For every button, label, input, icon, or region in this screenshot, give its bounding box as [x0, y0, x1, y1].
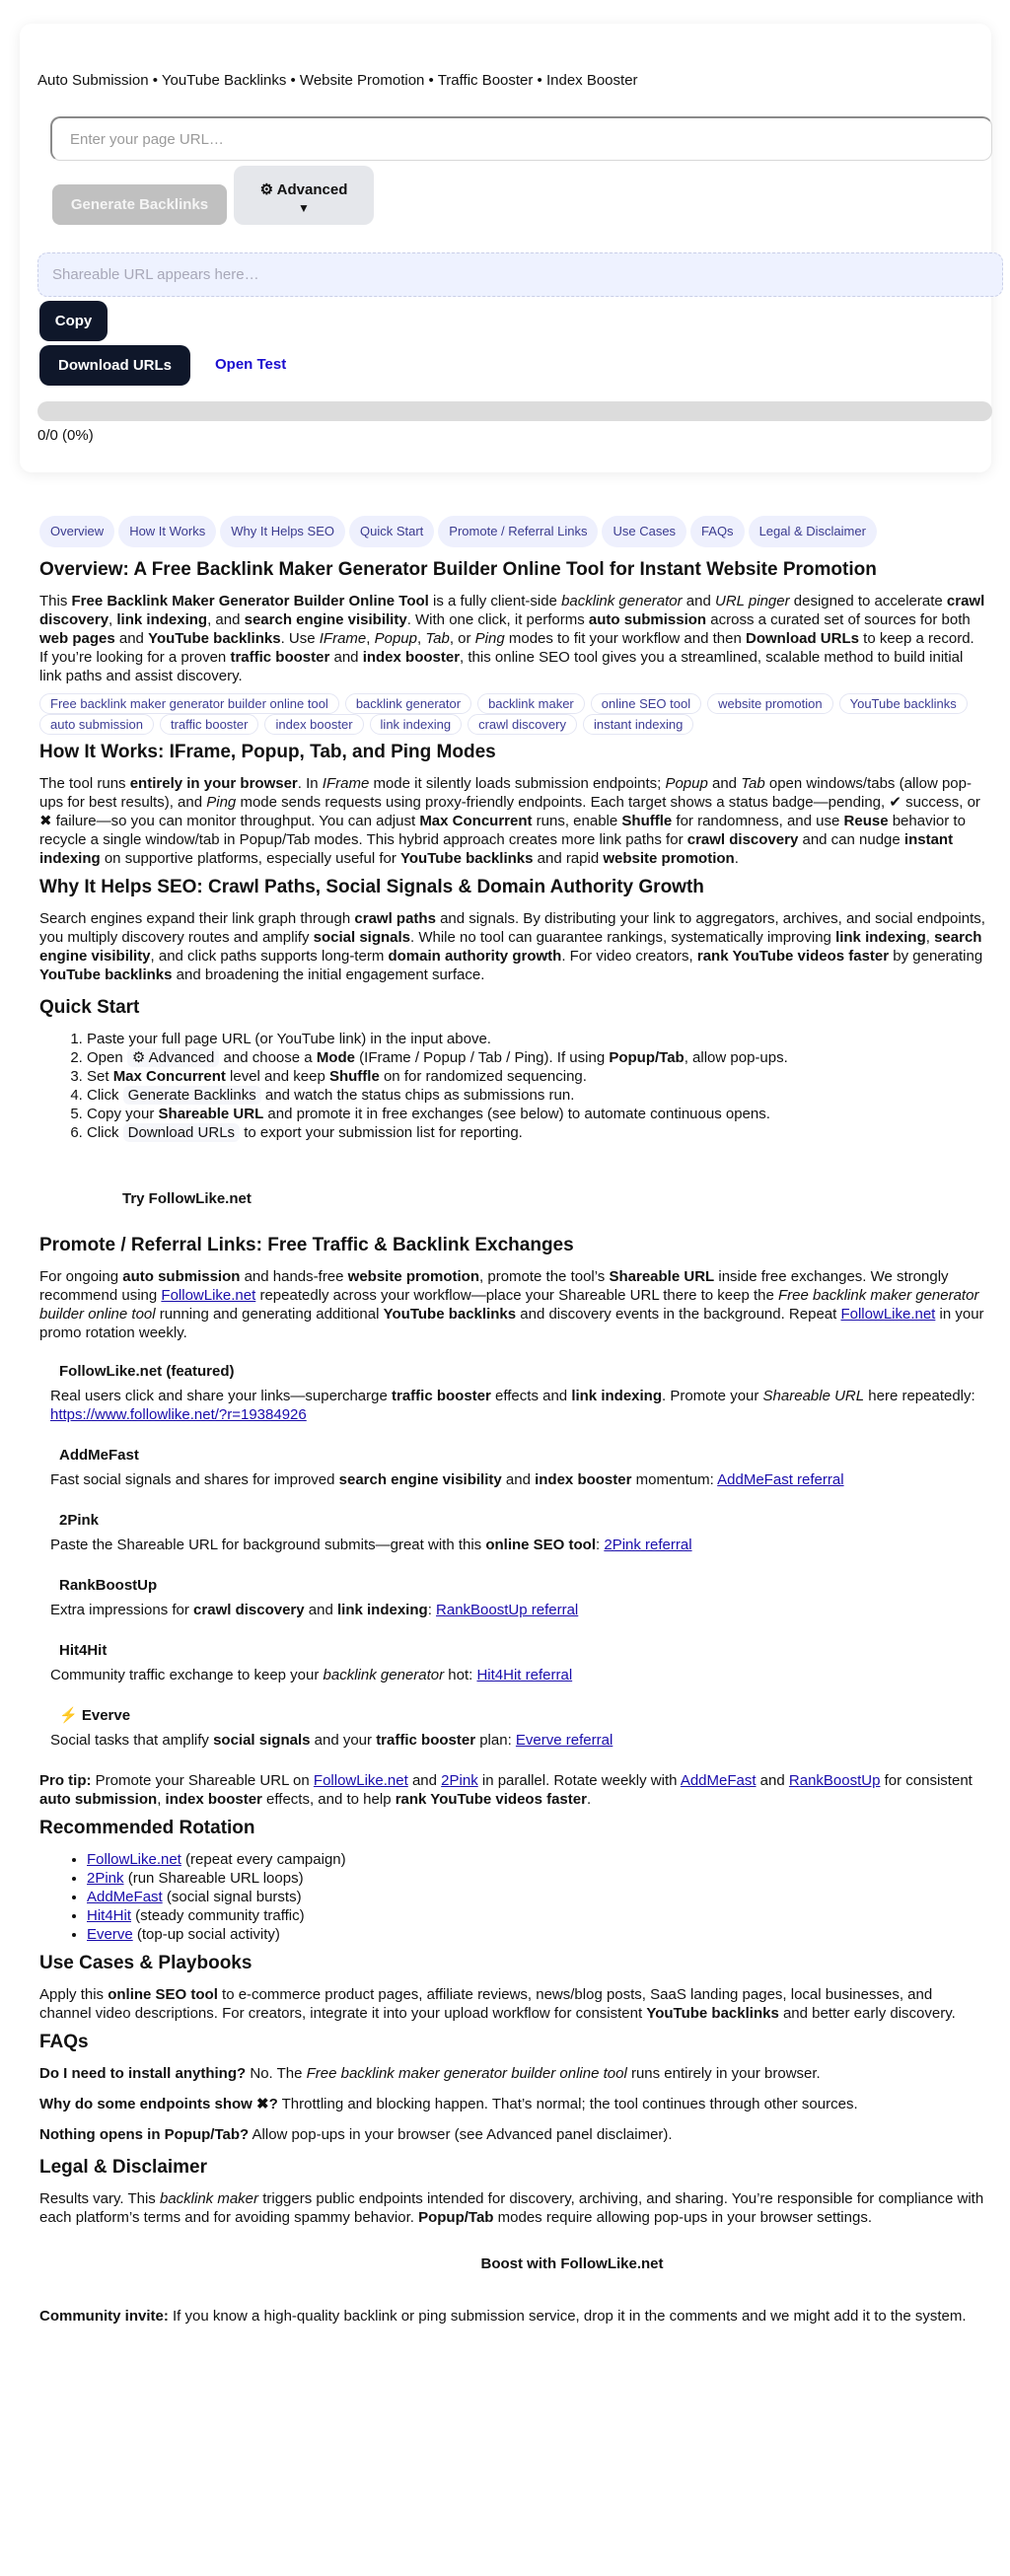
- referral-card: [50, 1446, 986, 1489]
- bold-text: Popup/Tab: [418, 2209, 494, 2226]
- referral-description: Paste the Shareable URL for background submits—great with this online SEO tool: 2Pink referral: [50, 1537, 692, 1553]
- legal-section: [39, 2156, 986, 2227]
- bold-text: Reuse: [843, 813, 889, 829]
- bold-text: Pro tip:: [39, 1772, 92, 1789]
- article-content: [39, 552, 986, 2333]
- bold-text: social signals: [213, 1732, 311, 1749]
- bold-text: crawl discovery: [39, 593, 985, 628]
- faq-list: [39, 2064, 986, 2144]
- referral-title: FollowLike.net (featured): [59, 1363, 235, 1380]
- faqs-section: [39, 2031, 986, 2144]
- italic-text: URL pinger: [715, 593, 790, 609]
- referral-title: AddMeFast: [59, 1447, 139, 1464]
- referral-link[interactable]: FollowLike.net: [313, 1772, 408, 1789]
- promote-paragraph: For ongoing auto submission and hands-free website promotion, promote the tool’s Shareable URL inside free exchanges. We strongly recommend using FollowLike.net repeatedly across your workflow—place your Shareable URL there to keep the Free backlink maker generator builder online tool running and generating additional YouTube backlinks and discovery events in the background. Repeat FollowLike.net in your promo rotation weekly.: [39, 1268, 984, 1341]
- bold-text: Shuffle: [328, 1068, 380, 1085]
- bold-text: auto submission: [122, 1268, 241, 1285]
- keyword-chip: link indexing: [370, 714, 463, 735]
- inline-button-ref: Download URLs: [123, 1123, 240, 1142]
- referral-description: Community traffic exchange to keep your backlink generator hot: Hit4Hit referral: [50, 1667, 573, 1683]
- legal-heading: Legal & Disclaimer: [39, 2157, 208, 2178]
- quick-start-step: 6. Click Download URLs to export your submission list for reporting.: [87, 1123, 986, 1142]
- bold-text: link indexing: [571, 1388, 662, 1404]
- referral-description: Real users click and share your links—supercharge traffic booster effects and link indexing. Promote your Shareable URL here repeatedly: https://www.followlike.net/?r=19384926: [50, 1388, 975, 1423]
- bold-text: rank YouTube videos faster: [696, 948, 890, 965]
- italic-text: Popup: [374, 630, 417, 647]
- rotation-list: [39, 1850, 986, 1944]
- referral-card: [50, 1576, 986, 1619]
- italic-text: Ping: [206, 794, 237, 811]
- referral-link[interactable]: FollowLike.net: [161, 1287, 256, 1304]
- bold-text: Shuffle: [621, 813, 673, 829]
- overview-heading: Overview: A Free Backlink Maker Generator Builder Online Tool for Instant Website Promotion: [39, 559, 877, 580]
- nav-pill-quick-start[interactable]: Quick Start: [349, 516, 434, 547]
- bold-text: traffic booster: [230, 649, 330, 666]
- bold-text: rank YouTube videos faster: [395, 1791, 587, 1808]
- referral-description: Social tasks that amplify social signals and your traffic booster plan: Everve referral: [50, 1732, 613, 1749]
- keyword-chip: instant indexing: [583, 714, 693, 735]
- bold-text: crawl paths: [354, 910, 436, 927]
- referral-card: [50, 1706, 986, 1750]
- bold-text: online SEO tool: [108, 1986, 218, 2003]
- promote-section: [39, 1234, 986, 1809]
- bold-text: Max Concurrent: [112, 1068, 226, 1085]
- advanced-label: ⚙ Advanced: [259, 180, 348, 198]
- bold-text: Shareable URL: [609, 1268, 715, 1285]
- quick-start-step: 5. Copy your Shareable URL and promote it in free exchanges (see below) to automate continuous opens.: [87, 1105, 986, 1123]
- promote-heading: Promote / Referral Links: Free Traffic & Backlink Exchanges: [39, 1235, 574, 1255]
- bold-text: search engine visibility: [244, 611, 407, 628]
- copy-button[interactable]: Copy: [39, 301, 108, 341]
- bold-text: link indexing: [337, 1602, 428, 1618]
- keyword-chips: [39, 693, 986, 735]
- referral-link[interactable]: RankBoostUp referral: [436, 1602, 579, 1618]
- keyword-chip: Free backlink maker generator builder online tool: [39, 693, 339, 714]
- referral-link[interactable]: AddMeFast: [87, 1889, 163, 1905]
- quick-start-heading: Quick Start: [39, 997, 140, 1018]
- italic-text: backlink maker: [159, 2190, 259, 2207]
- bold-text: instant indexing: [39, 831, 954, 867]
- referral-link[interactable]: FollowLike.net: [87, 1851, 181, 1868]
- how-it-works-section: [39, 741, 986, 868]
- rotation-item: • Hit4Hit (steady community traffic): [87, 1906, 986, 1925]
- bold-text: Shareable URL: [158, 1106, 264, 1122]
- nav-pill-legal-disclaimer[interactable]: Legal & Disclaimer: [749, 516, 877, 547]
- quick-start-step: 1. Paste your full page URL (or YouTube link) in the input above.: [87, 1030, 986, 1048]
- keyword-chip: backlink maker: [477, 693, 585, 714]
- referral-description: Extra impressions for crawl discovery and link indexing: RankBoostUp referral: [50, 1602, 579, 1618]
- italic-text: backlink generator: [561, 593, 683, 609]
- referral-link[interactable]: AddMeFast referral: [717, 1471, 844, 1488]
- bold-text: social signals: [313, 929, 411, 946]
- italic-text: Tab: [425, 630, 450, 647]
- bold-text: website promotion: [347, 1268, 480, 1285]
- keyword-chip: online SEO tool: [591, 693, 701, 714]
- bold-text: online SEO tool: [485, 1537, 597, 1553]
- bold-text: Download URLs: [745, 630, 859, 647]
- bold-text: Community invite:: [39, 2308, 169, 2325]
- tagline: Auto Submission • YouTube Backlinks • Website Promotion • Traffic Booster • Index Booster: [37, 72, 638, 89]
- progress-bar: [37, 401, 992, 421]
- italic-text: Tab: [741, 775, 765, 792]
- italic-text: Popup: [665, 775, 708, 792]
- bold-text: auto submission: [588, 611, 707, 628]
- rotation-item: • 2Pink (run Shareable URL loops): [87, 1869, 986, 1888]
- faq-item: Do I need to install anything? No. The Free backlink maker generator builder online tool runs entirely in your browser.: [39, 2065, 821, 2082]
- bold-text: YouTube backlinks: [39, 966, 173, 983]
- bold-text: crawl discovery: [193, 1602, 305, 1618]
- bold-text: Free Backlink Maker Generator Builder Online Tool: [71, 593, 429, 609]
- quick-start-step: 3. Set Max Concurrent level and keep Shuffle on for randomized sequencing.: [87, 1067, 986, 1086]
- referral-link[interactable]: Hit4Hit referral: [476, 1667, 573, 1683]
- rotation-item: • FollowLike.net (repeat every campaign): [87, 1850, 986, 1869]
- bold-text: Nothing opens in Popup/Tab?: [39, 2126, 250, 2143]
- bold-text: link indexing: [116, 611, 208, 628]
- bold-text: entirely in your browser: [129, 775, 298, 792]
- bold-text: domain authority growth: [388, 948, 562, 965]
- legal-paragraph: Results vary. This backlink maker triggers public endpoints intended for discovery, archiving, and sharing. You’re responsible for compliance with each platform’s terms and for avoiding spammy behavior. Popup/Tab modes require allowing pop-ups in your browser settings.: [39, 2190, 984, 2226]
- bold-text: YouTube backlinks: [646, 2005, 779, 2022]
- keyword-chip: YouTube backlinks: [839, 693, 968, 714]
- how-heading: How It Works: IFrame, Popup, Tab, and Ping Modes: [39, 742, 496, 762]
- keyword-chip: auto submission: [39, 714, 154, 735]
- advanced-toggle-button[interactable]: [234, 166, 374, 225]
- referral-title: ⚡ Everve: [59, 1707, 131, 1724]
- italic-text: backlink generator: [323, 1667, 445, 1683]
- rotation-item: • AddMeFast (social signal bursts): [87, 1888, 986, 1906]
- referral-link[interactable]: AddMeFast: [680, 1772, 757, 1789]
- try-followlike-button[interactable]: Try FollowLike.net: [122, 1190, 252, 1207]
- referral-link[interactable]: 2Pink: [87, 1870, 124, 1887]
- download-urls-button[interactable]: Download URLs: [39, 345, 190, 386]
- inline-button-ref: ⚙ Advanced: [127, 1048, 220, 1067]
- faq-item: Nothing opens in Popup/Tab? Allow pop-ups in your browser (see Advanced panel disclaimer).: [39, 2126, 673, 2143]
- referral-link[interactable]: RankBoostUp: [788, 1772, 881, 1789]
- bold-text: auto submission: [39, 1791, 158, 1808]
- keyword-chip: backlink generator: [345, 693, 471, 714]
- quick-start-step: 4. Click Generate Backlinks and watch the status chips as submissions run.: [87, 1086, 986, 1105]
- bold-text: Max Concurrent: [419, 813, 533, 829]
- generate-backlinks-button[interactable]: Generate Backlinks: [52, 184, 227, 225]
- referral-card: [50, 1641, 986, 1684]
- keyword-chip: website promotion: [707, 693, 833, 714]
- community-invite: Community invite: If you know a high-quality backlink or ping submission service, drop it in the comments and we might add it to the system.: [39, 2308, 967, 2325]
- quick-start-step: 2. Open ⚙ Advanced and choose a Mode (IFrame / Popup / Tab / Ping). If using Popup/Tab, allow pop-ups.: [87, 1048, 986, 1067]
- rotation-section: [39, 1817, 986, 1944]
- page-url-input[interactable]: [50, 116, 992, 161]
- referral-card: [50, 1511, 986, 1554]
- why-heading: Why It Helps SEO: Crawl Paths, Social Signals & Domain Authority Growth: [39, 877, 704, 897]
- italic-text: Free backlink maker generator builder online tool: [39, 1287, 979, 1323]
- bold-text: YouTube backlinks: [400, 850, 534, 867]
- keyword-chip: crawl discovery: [468, 714, 577, 735]
- bold-text: search engine visibility: [39, 929, 982, 965]
- progress-text: 0/0 (0%): [37, 427, 94, 444]
- pro-tip: Pro tip: Promote your Shareable URL on FollowLike.net and 2Pink in parallel. Rotate weekly with AddMeFast and RankBoostUp for consistent auto submission, index booster effects, and to help rank YouTube videos faster.: [39, 1772, 973, 1808]
- referral-card: [50, 1362, 986, 1424]
- overview-paragraph: This Free Backlink Maker Generator Builder Online Tool is a fully client-side backlink generator and URL pinger designed to accelerate crawl discovery, link indexing, and search engine visibility. With one click, it performs auto submission across a curated set of sources for both web pages and YouTube backlinks. Use IFrame, Popup, Tab, or Ping modes to fit your workflow and then Download URLs to keep a record. If you’re looking for a proven traffic booster and index booster, this online SEO tool gives you a streamlined, scalable method to build initial link paths and assist discovery.: [39, 593, 985, 684]
- referral-title: RankBoostUp: [59, 1577, 158, 1594]
- nav-pill-how-it-works[interactable]: How It Works: [118, 516, 216, 547]
- bold-text: Why do some endpoints show ✖?: [39, 2096, 278, 2112]
- referral-link[interactable]: Everve referral: [515, 1732, 613, 1749]
- referral-link[interactable]: Hit4Hit: [87, 1907, 132, 1924]
- bold-text: YouTube backlinks: [383, 1306, 517, 1323]
- keyword-chip: traffic booster: [160, 714, 259, 735]
- nav-pill-faqs[interactable]: FAQs: [690, 516, 745, 547]
- bold-text: search engine visibility: [338, 1471, 502, 1488]
- referral-link[interactable]: https://www.followlike.net/?r=19384926: [50, 1406, 307, 1423]
- rotation-item: • Everve (top-up social activity): [87, 1925, 986, 1944]
- faq-item: Why do some endpoints show ✖? Throttling and blocking happen. That’s normal; the tool continues through other sources.: [39, 2096, 858, 2112]
- quick-start-steps: [39, 1030, 986, 1142]
- referral-description: Fast social signals and shares for improved search engine visibility and index booster momentum: AddMeFast referral: [50, 1471, 844, 1488]
- bold-text: traffic booster: [376, 1732, 476, 1749]
- quick-start-section: [39, 996, 986, 1142]
- referral-link[interactable]: 2Pink referral: [604, 1537, 692, 1553]
- section-nav: [39, 516, 877, 547]
- bold-text: link indexing: [835, 929, 926, 946]
- italic-text: IFrame: [319, 630, 367, 647]
- bold-text: website promotion: [603, 850, 735, 867]
- nav-pill-overview[interactable]: Overview: [39, 516, 114, 547]
- overview-section: [39, 558, 986, 735]
- bold-text: Popup/Tab: [609, 1049, 685, 1066]
- why-paragraph: Search engines expand their link graph through crawl paths and signals. By distributing your link to aggregators, archives, and social endpoints, you multiply discovery routes and amplify social signals. While no tool can guarantee rankings, systematically improving link indexing, search engine visibility, and click paths supports long-term domain authority growth. For video creators, rank YouTube videos faster by generating YouTube backlinks and broadening the initial engagement surface.: [39, 910, 985, 983]
- keyword-chip: index booster: [264, 714, 363, 735]
- shareable-url-field[interactable]: [37, 252, 1003, 297]
- referral-title: 2Pink: [59, 1512, 100, 1529]
- referral-title: Hit4Hit: [59, 1642, 108, 1659]
- boost-followlike-button[interactable]: Boost with FollowLike.net: [480, 2255, 664, 2272]
- bold-text: index booster: [165, 1791, 262, 1808]
- referral-link[interactable]: FollowLike.net: [840, 1306, 936, 1323]
- referral-list: [39, 1362, 986, 1750]
- bold-text: index booster: [535, 1471, 632, 1488]
- referral-link[interactable]: 2Pink: [441, 1772, 478, 1789]
- faqs-heading: FAQs: [39, 2032, 89, 2052]
- chevron-down-icon: ▼: [298, 200, 310, 215]
- inline-button-ref: Generate Backlinks: [123, 1086, 261, 1105]
- bold-text: web pages: [39, 630, 115, 647]
- rotation-heading: Recommended Rotation: [39, 1818, 255, 1838]
- nav-pill-promote-referral-links[interactable]: Promote / Referral Links: [438, 516, 598, 547]
- open-test-link[interactable]: Open Test: [215, 356, 287, 373]
- nav-pill-use-cases[interactable]: Use Cases: [602, 516, 686, 547]
- italic-text: Ping: [474, 630, 505, 647]
- use-cases-paragraph: Apply this online SEO tool to e-commerce product pages, affiliate reviews, news/blog posts, SaaS landing pages, local businesses, and channel video descriptions. For creators, integrate it into your upload workflow for consistent YouTube backlinks and better early discovery.: [39, 1986, 956, 2022]
- bold-text: Do I need to install anything?: [39, 2065, 247, 2082]
- bold-text: Mode: [316, 1049, 355, 1066]
- nav-pill-why-it-helps-seo[interactable]: Why It Helps SEO: [220, 516, 345, 547]
- italic-text: Shareable URL: [762, 1388, 865, 1404]
- italic-text: Free backlink maker generator builder online tool: [306, 2065, 627, 2082]
- bold-text: index booster: [362, 649, 461, 666]
- use-cases-heading: Use Cases & Playbooks: [39, 1953, 252, 1973]
- bold-text: traffic booster: [392, 1388, 491, 1404]
- use-cases-section: [39, 1952, 986, 2023]
- bold-text: YouTube backlinks: [148, 630, 281, 647]
- bold-text: crawl discovery: [686, 831, 799, 848]
- italic-text: IFrame: [322, 775, 370, 792]
- why-seo-section: [39, 876, 986, 984]
- referral-link[interactable]: Everve: [87, 1926, 133, 1943]
- how-paragraph: The tool runs entirely in your browser. In IFrame mode it silently loads submission endpoints; Popup and Tab open windows/tabs (allow pop-ups for best results), and Ping mode sends requests using proxy-friendly endpoints. Each target shows a status badge—pending, ✔ success, or ✖ failure—so you can monitor throughput. You can adjust Max Concurrent runs, enable Shuffle for randomness, and use Reuse behavior to recycle a single window/tab in Popup/Tab modes. This hybrid approach creates more link paths for crawl discovery and can nudge instant indexing on supportive platforms, especially useful for YouTube backlinks and rapid website promotion.: [39, 775, 980, 867]
